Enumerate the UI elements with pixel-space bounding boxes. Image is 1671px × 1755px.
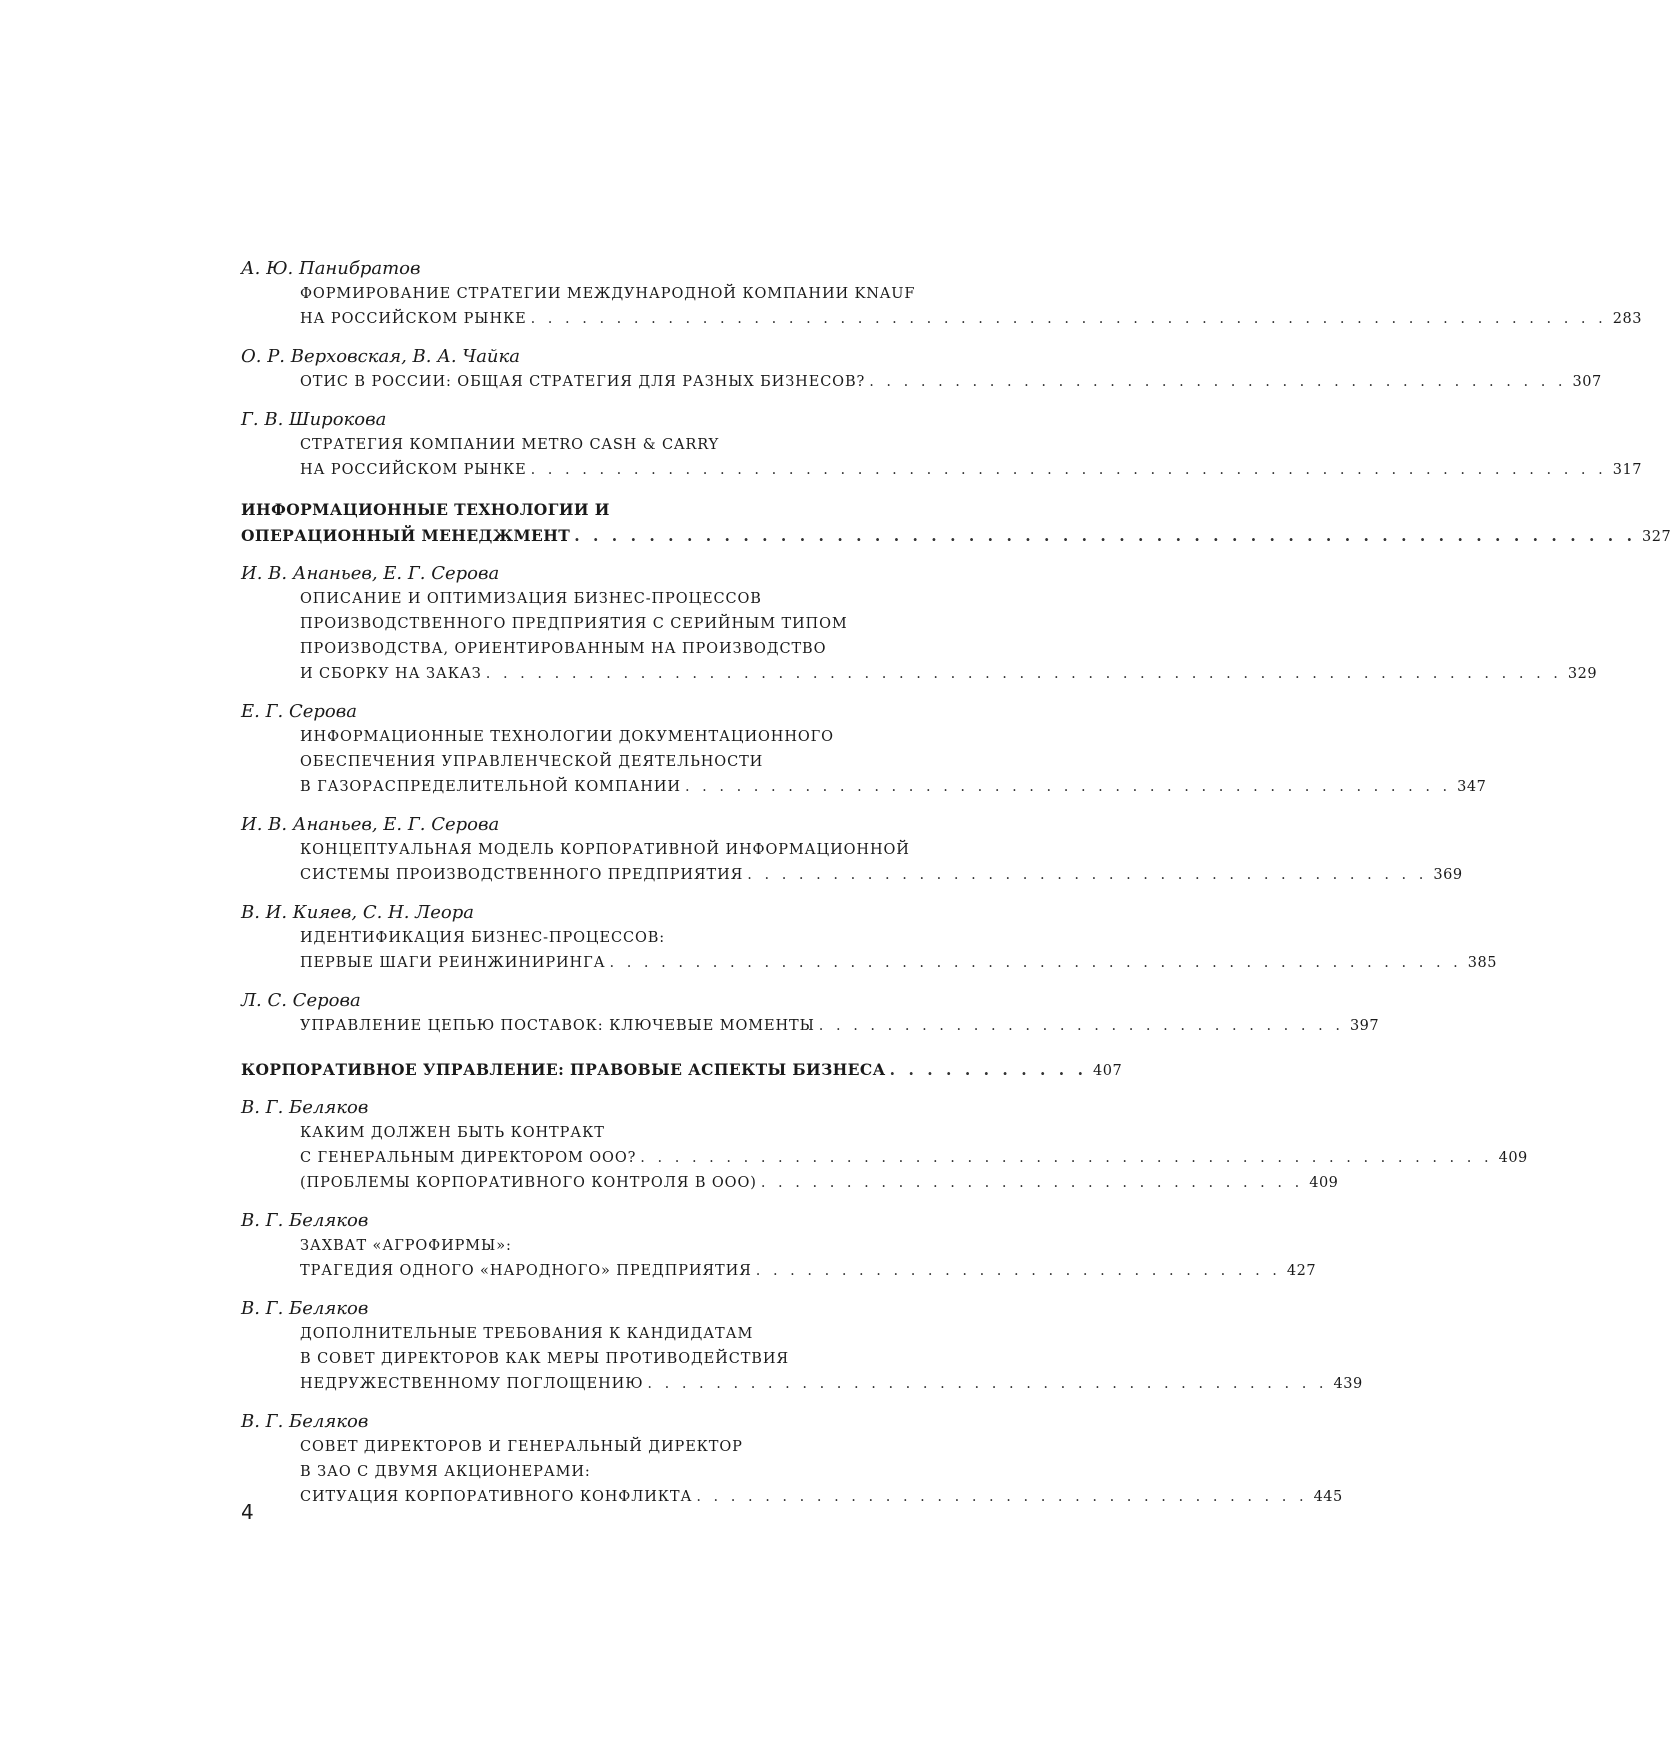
toc-entry [241,812,1463,888]
toc-entry [241,407,1642,483]
entry-page-number: 409 [1498,1150,1528,1166]
entry-page-number: 347 [1457,779,1487,795]
entry-page-number: 445 [1313,1489,1343,1505]
entry-author: В. Г. Беляков [241,1210,369,1231]
section-heading-line [241,523,1671,549]
entry-title-line [241,1372,1363,1397]
entry-title-text: В ГАЗОРАСПРЕДЕЛИТЕЛЬНОЙ КОМПАНИИ [300,779,681,795]
dot-leader: . . . . . . . . . . . . . . . . . . . . . . . . . . . . . . . . . . . . . . . . . . . . . [684,779,1452,795]
entry-title-line: КОНЦЕПТУАЛЬНАЯ МОДЕЛЬ КОРПОРАТИВНОЙ ИНФОРМАЦИОННОЙ [300,842,910,858]
entry-author: О. Р. Верховская, В. А. Чайка [241,346,521,367]
entry-author: В. Г. Беляков [241,1097,369,1118]
entry-page-number: 307 [1572,374,1602,390]
toc-entry [241,1296,1363,1397]
dot-leader: . . . . . . . . . . . . . . . . . . . . . . . . . . . . . . . [755,1263,1281,1279]
dot-leader: . . . . . . . . . . . . . . . . . . . . . . . . . . . . . . . . . . . . . . . . . . . . . . . . . . [609,955,1462,971]
entry-title-line [241,1146,1528,1171]
dot-leader: . . . . . . . . . . . . . . . . . . . . . . . . . . . . . . . . . . . . . . . . . . . . . . . . . . . . . . . . . . . . . . . [530,462,1607,478]
entry-title-line: ИДЕНТИФИКАЦИЯ БИЗНЕС-ПРОЦЕССОВ: [300,930,666,946]
entry-title-line: ПРОИЗВОДСТВЕННОГО ПРЕДПРИЯТИЯ С СЕРИЙНЫМ ТИПОМ [300,616,848,632]
entry-author: Г. В. Широкова [241,409,387,430]
entry-title-line [241,370,1602,395]
page-number: 4 [241,1500,254,1524]
entry-title-text: СИСТЕМЫ ПРОИЗВОДСТВЕННОГО ПРЕДПРИЯТИЯ [300,867,744,883]
entry-title-line: СОВЕТ ДИРЕКТОРОВ И ГЕНЕРАЛЬНЫЙ ДИРЕКТОР [300,1439,743,1455]
table-of-contents [241,256,1671,1510]
entry-title-text: НА РОССИЙСКОМ РЫНКЕ [300,311,527,327]
entry-author: В. Г. Беляков [241,1298,369,1319]
entry-title-line [241,1259,1317,1284]
entry-author: И. В. Ананьев, Е. Г. Серова [241,563,500,584]
dot-leader: . . . . . . . . . . . . . . . . . . . . . . . . . . . . . . . . . . . . . . . . . . . . . . . . . . . . . . . . . [574,526,1636,545]
entry-author: Е. Г. Серова [241,701,357,722]
toc-entry [241,1095,1528,1196]
entry-title-text: С ГЕНЕРАЛЬНЫМ ДИРЕКТОРОМ ООО? [300,1150,637,1166]
toc-entry [241,1409,1343,1510]
entry-page-number: 329 [1567,666,1598,682]
entry-title-text: УПРАВЛЕНИЕ ЦЕПЬЮ ПОСТАВОК: КЛЮЧЕВЫЕ МОМЕНТЫ [300,1018,815,1034]
entry-title-text: НЕДРУЖЕСТВЕННОМУ ПОГЛОЩЕНИЮ [300,1376,644,1392]
toc-entry [241,1208,1317,1284]
toc-entry [241,561,1598,687]
dot-leader: . . . . . . . . . . . . . . . . . . . . . . . . . . . . . . . . . . . . . . . . [747,867,1428,883]
entry-title-line: В ЗАО С ДВУМЯ АКЦИОНЕРАМИ: [300,1464,591,1480]
entry-author: В. Г. Беляков [241,1411,369,1432]
dot-leader: . . . . . . . . . . . . . . . . . . . . . . . . . . . . . . . [818,1018,1344,1034]
entry-title-line: ФОРМИРОВАНИЕ СТРАТЕГИИ МЕЖДУНАРОДНОЙ КОМПАНИИ KNAUF [300,286,916,302]
section-heading: ИНФОРМАЦИОННЫЕ ТЕХНОЛОГИИ И [241,500,610,519]
entry-title-text: И СБОРКУ НА ЗАКАЗ [300,666,482,682]
entry-title-line [241,863,1463,888]
section-heading-line [241,1057,1123,1083]
section-page-number: 327 [1642,529,1671,545]
entry-title-text: (ПРОБЛЕМЫ КОРПОРАТИВНОГО КОНТРОЛЯ В ООО) [300,1175,757,1191]
entry-title-line [241,458,1642,483]
entry-title-text: ПЕРВЫЕ ШАГИ РЕИНЖИНИРИНГА [300,955,606,971]
entry-page-number: 427 [1286,1263,1317,1279]
entry-author: В. И. Кияев, С. Н. Леора [241,902,474,923]
toc-entry [241,344,1602,395]
dot-leader: . . . . . . . . . . . . . . . . . . . . . . . . . . . . . . . . [760,1175,1304,1191]
entry-title-line: КАКИМ ДОЛЖЕН БЫТЬ КОНТРАКТ [300,1125,605,1141]
entry-title-text: ОТИС В РОССИИ: ОБЩАЯ СТРАТЕГИЯ ДЛЯ РАЗНЫХ БИЗНЕСОВ? [300,374,866,390]
entry-title-line: ПРОИЗВОДСТВА, ОРИЕНТИРОВАННЫМ НА ПРОИЗВОДСТВО [300,641,827,657]
toc-entry [241,256,1642,332]
entry-page-number: 369 [1433,867,1463,883]
entry-title-text: СИТУАЦИЯ КОРПОРАТИВНОГО КОНФЛИКТА [300,1489,693,1505]
entry-page-number: 385 [1467,955,1497,971]
entry-author: И. В. Ананьев, Е. Г. Серова [241,814,500,835]
section-heading-text: ОПЕРАЦИОННЫЙ МЕНЕДЖМЕНТ [241,526,571,545]
entry-title-line [241,951,1497,976]
entry-title-line [241,662,1598,687]
entry-author: Л. С. Серова [241,990,361,1011]
entry-title-line: ОБЕСПЕЧЕНИЯ УПРАВЛЕНЧЕСКОЙ ДЕЯТЕЛЬНОСТИ [300,754,764,770]
dot-leader: . . . . . . . . . . . . . . . . . . . . . . . . . . . . . . . . . . . . . . . . . . . . . . . . . . [640,1150,1493,1166]
toc-entry [241,900,1497,976]
entry-page-number: 397 [1349,1018,1380,1034]
entry-title-line: ОПИСАНИЕ И ОПТИМИЗАЦИЯ БИЗНЕС-ПРОЦЕССОВ [300,591,762,607]
entry-title-line: В СОВЕТ ДИРЕКТОРОВ КАК МЕРЫ ПРОТИВОДЕЙСТВИЯ [300,1351,789,1367]
dot-leader: . . . . . . . . . . . . . . . . . . . . . . . . . . . . . . . . . . . . . . . . . . . . . . . . . . . . . . . . . . . . . . . [485,666,1562,682]
toc-entry [241,699,1487,800]
section-heading-text: КОРПОРАТИВНОЕ УПРАВЛЕНИЕ: ПРАВОВЫЕ АСПЕКТЫ БИЗНЕСА [241,1060,886,1079]
entry-title-line: ЗАХВАТ «АГРОФИРМЫ»: [300,1238,512,1254]
entry-title-line [241,1485,1343,1510]
dot-leader: . . . . . . . . . . . [889,1060,1087,1079]
entry-title-line [241,775,1487,800]
dot-leader: . . . . . . . . . . . . . . . . . . . . . . . . . . . . . . . . . . . . . . . . [647,1376,1328,1392]
entry-title-line [241,1014,1380,1039]
entry-title-text: ТРАГЕДИЯ ОДНОГО «НАРОДНОГО» ПРЕДПРИЯТИЯ [300,1263,752,1279]
entry-author: А. Ю. Панибратов [241,258,421,279]
dot-leader: . . . . . . . . . . . . . . . . . . . . . . . . . . . . . . . . . . . . . . . . . . . . . . . . . . . . . . . . . . . . . . . [530,311,1607,327]
entry-page-number: 317 [1612,462,1642,478]
entry-page-number: 283 [1612,311,1642,327]
entry-page-number: 439 [1333,1376,1363,1392]
entry-title-text: НА РОССИЙСКОМ РЫНКЕ [300,462,527,478]
dot-leader: . . . . . . . . . . . . . . . . . . . . . . . . . . . . . . . . . . . . . . . . . [869,374,1567,390]
entry-title-line [241,307,1642,332]
toc-entry [241,988,1380,1039]
section-page-number: 407 [1093,1063,1123,1079]
entry-title-line [241,1171,1339,1196]
dot-leader: . . . . . . . . . . . . . . . . . . . . . . . . . . . . . . . . . . . . [696,1489,1308,1505]
entry-title-line: ИНФОРМАЦИОННЫЕ ТЕХНОЛОГИИ ДОКУМЕНТАЦИОННОГО [300,729,834,745]
entry-title-line: СТРАТЕГИЯ КОМПАНИИ METRO CASH & CARRY [300,437,720,453]
entry-title-line: ДОПОЛНИТЕЛЬНЫЕ ТРЕБОВАНИЯ К КАНДИДАТАМ [300,1326,754,1342]
entry-page-number: 409 [1309,1175,1339,1191]
